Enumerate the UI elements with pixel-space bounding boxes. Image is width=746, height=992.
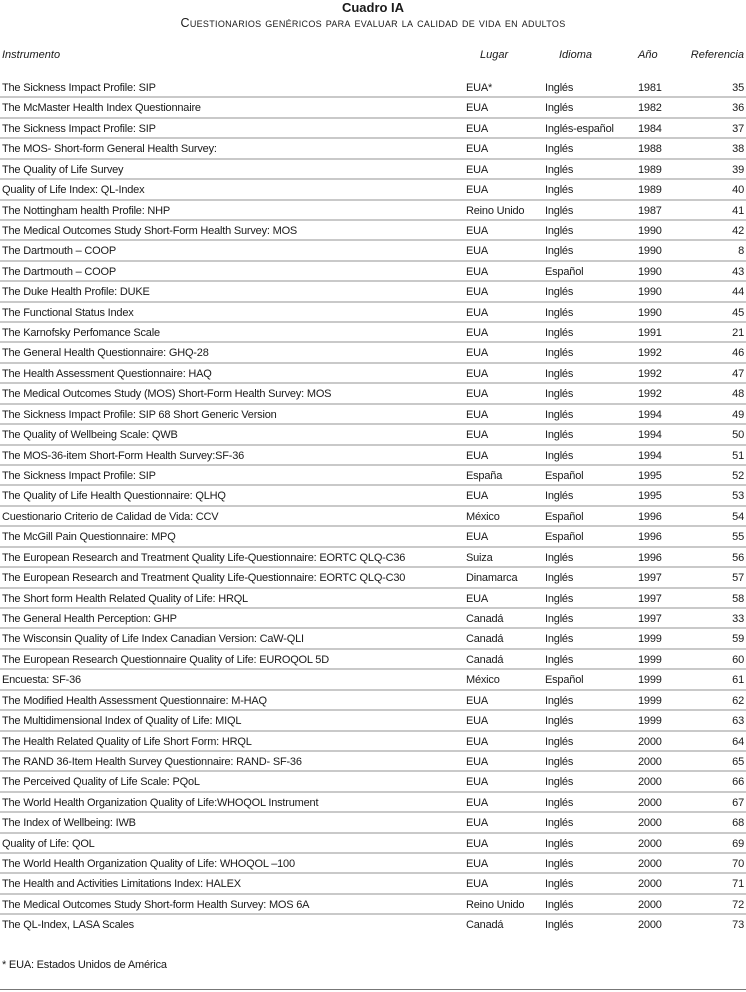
- cell-referencia: 71: [732, 878, 744, 891]
- table-row: [0, 507, 746, 527]
- cell-lugar: EUA: [466, 327, 489, 340]
- table-row: [0, 262, 746, 282]
- table-row: [0, 139, 746, 159]
- cell-referencia: 35: [732, 82, 744, 94]
- cell-referencia: 66: [732, 776, 744, 789]
- table-row: [0, 527, 746, 547]
- cell-anio: 1990: [638, 224, 662, 237]
- cell-idioma: Inglés: [545, 429, 574, 442]
- cell-instrumento: The Sickness Impact Profile: SIP: [2, 470, 156, 483]
- table-row: [0, 589, 746, 609]
- cell-referencia: 36: [732, 102, 744, 115]
- cell-lugar: EUA: [466, 715, 489, 728]
- cell-idioma: Inglés: [545, 715, 574, 728]
- cell-anio: 2000: [638, 776, 662, 789]
- cell-referencia: 61: [732, 674, 744, 687]
- table-row: [0, 711, 746, 731]
- cell-anio: 1996: [638, 551, 662, 564]
- table-row: [0, 650, 746, 670]
- cell-idioma: Español: [545, 265, 584, 278]
- table-row: [0, 834, 746, 854]
- cell-idioma: Inglés: [545, 592, 574, 605]
- cell-idioma: Inglés: [545, 653, 574, 666]
- cell-anio: 1994: [638, 408, 662, 421]
- cell-lugar: EUA: [466, 837, 489, 850]
- cell-referencia: 45: [732, 306, 744, 319]
- cell-anio: 1996: [638, 510, 662, 523]
- cell-referencia: 21: [732, 327, 744, 340]
- cell-instrumento: The Health Assessment Questionnaire: HAQ: [2, 367, 212, 380]
- cell-anio: 1989: [638, 184, 662, 197]
- cell-lugar: EUA: [466, 878, 489, 891]
- cell-instrumento: The QL-Index, LASA Scales: [2, 919, 134, 932]
- cell-referencia: 67: [732, 796, 744, 809]
- cell-idioma: Español: [545, 531, 584, 544]
- cell-anio: 1999: [638, 715, 662, 728]
- cell-instrumento: The Quality of Life Health Questionnaire: QLHQ: [2, 490, 226, 503]
- cell-instrumento: The European Research Questionnaire Quality of Life: EUROQOL 5D: [2, 653, 329, 666]
- cell-lugar: Reino Unido: [466, 898, 525, 911]
- cell-lugar: EUA: [466, 755, 489, 768]
- cell-referencia: 69: [732, 837, 744, 850]
- cell-idioma: Inglés: [545, 551, 574, 564]
- cell-lugar: EUA: [466, 286, 489, 299]
- cell-anio: 1987: [638, 204, 662, 217]
- header-referencia: Referencia: [690, 49, 744, 61]
- cell-referencia: 60: [732, 653, 744, 666]
- cell-idioma: Inglés: [545, 633, 574, 646]
- cell-anio: 2000: [638, 878, 662, 891]
- cell-anio: 1999: [638, 653, 662, 666]
- cell-lugar: EUA: [466, 694, 489, 707]
- cell-anio: 2000: [638, 837, 662, 850]
- cell-instrumento: Quality of Life Index: QL-Index: [2, 184, 145, 197]
- table-row: [0, 466, 746, 486]
- cell-idioma: Inglés: [545, 347, 574, 360]
- cell-instrumento: The McMaster Health Index Questionnaire: [2, 102, 201, 115]
- cell-idioma: Inglés: [545, 898, 574, 911]
- cell-lugar: EUA: [466, 102, 489, 115]
- cell-instrumento: The European Research and Treatment Quality Life-Questionnaire: EORTC QLQ-C30: [2, 572, 406, 585]
- cell-idioma: Español: [545, 470, 584, 483]
- cell-lugar: EUA: [466, 347, 489, 360]
- cell-lugar: EUA: [466, 122, 489, 135]
- cell-instrumento: The European Research and Treatment Quality Life-Questionnaire: EORTC QLQ-C36: [2, 551, 406, 564]
- cell-referencia: 53: [732, 490, 744, 503]
- cell-idioma: Inglés: [545, 837, 574, 850]
- cell-anio: 1990: [638, 306, 662, 319]
- cell-instrumento: The Medical Outcomes Study (MOS) Short-Form Health Survey: MOS: [2, 388, 332, 401]
- cell-idioma: Inglés: [545, 327, 574, 340]
- cell-lugar: Suiza: [466, 551, 493, 564]
- bottom-rule: [0, 989, 746, 990]
- cell-idioma: Inglés: [545, 408, 574, 421]
- cell-anio: 1999: [638, 694, 662, 707]
- table-row: [0, 772, 746, 792]
- cell-idioma: Inglés: [545, 102, 574, 115]
- cell-instrumento: The Health and Activities Limitations Index: HALEX: [2, 878, 241, 891]
- cell-instrumento: The Sickness Impact Profile: SIP: [2, 122, 156, 135]
- cell-idioma: Inglés: [545, 694, 574, 707]
- cell-idioma: Inglés: [545, 306, 574, 319]
- cell-instrumento: The Sickness Impact Profile: SIP 68 Short Generic Version: [2, 408, 277, 421]
- cell-referencia: 47: [732, 367, 744, 380]
- cell-referencia: 41: [732, 204, 744, 217]
- cell-anio: 1997: [638, 592, 662, 605]
- cell-lugar: EUA: [466, 449, 489, 462]
- footnote: * EUA: Estados Unidos de América: [2, 959, 167, 971]
- cell-instrumento: The Medical Outcomes Study Short-form Health Survey: MOS 6A: [2, 898, 310, 911]
- cell-anio: 1997: [638, 612, 662, 625]
- cell-anio: 1991: [638, 327, 662, 340]
- table-row: [0, 405, 746, 425]
- cell-lugar: Reino Unido: [466, 204, 525, 217]
- cell-idioma: Inglés: [545, 204, 574, 217]
- cell-instrumento: The World Health Organization Quality of Life:WHOQOL Instrument: [2, 796, 319, 809]
- table-row: [0, 895, 746, 915]
- cell-lugar: Canadá: [466, 633, 504, 646]
- cell-lugar: EUA: [466, 776, 489, 789]
- cell-idioma: Inglés: [545, 224, 574, 237]
- cell-lugar: España: [466, 470, 503, 483]
- table-row: [0, 241, 746, 261]
- cell-instrumento: The Modified Health Assessment Questionnaire: M-HAQ: [2, 694, 267, 707]
- cell-referencia: 51: [732, 449, 744, 462]
- table-row: [0, 732, 746, 752]
- table-row: [0, 609, 746, 629]
- cell-idioma: Inglés: [545, 286, 574, 299]
- table-row: [0, 793, 746, 813]
- cell-referencia: 50: [732, 429, 744, 442]
- cell-instrumento: The Multidimensional Index of Quality of Life: MIQL: [2, 715, 242, 728]
- cell-referencia: 73: [732, 919, 744, 932]
- cell-lugar: EUA: [466, 265, 489, 278]
- cell-lugar: EUA: [466, 796, 489, 809]
- cell-instrumento: The Short form Health Related Quality of Life: HRQL: [2, 592, 248, 605]
- cell-lugar: Canadá: [466, 653, 504, 666]
- cell-lugar: EUA: [466, 531, 489, 544]
- header-idioma: Idioma: [559, 49, 593, 61]
- cell-referencia: 57: [732, 572, 744, 585]
- cell-anio: 1996: [638, 531, 662, 544]
- cell-referencia: 44: [732, 286, 744, 299]
- cell-referencia: 8: [738, 245, 744, 258]
- cell-anio: 1995: [638, 490, 662, 503]
- table-row: [0, 813, 746, 833]
- table-row: [0, 221, 746, 241]
- cell-lugar: EUA: [466, 184, 489, 197]
- cell-anio: 1990: [638, 286, 662, 299]
- cell-idioma: Inglés: [545, 776, 574, 789]
- cell-referencia: 72: [732, 898, 744, 911]
- cell-idioma: Inglés: [545, 245, 574, 258]
- cell-instrumento: The MOS- Short-form General Health Survey:: [2, 143, 217, 156]
- cell-instrumento: Quality of Life: QOL: [2, 837, 95, 850]
- table-row: [0, 303, 746, 323]
- cell-anio: 1984: [638, 122, 662, 135]
- cell-idioma: Inglés: [545, 184, 574, 197]
- cell-idioma: Inglés: [545, 612, 574, 625]
- cell-idioma: Inglés-español: [545, 122, 614, 135]
- table-row: [0, 670, 746, 690]
- table-row: [0, 874, 746, 894]
- cell-instrumento: The Duke Health Profile: DUKE: [2, 286, 150, 299]
- cell-instrumento: The Health Related Quality of Life Short Form: HRQL: [2, 735, 252, 748]
- table-subtitle: Cuestionarios genéricos para evaluar la calidad de vida en adultos: [180, 16, 566, 30]
- table-row: [0, 364, 746, 384]
- cell-anio: 1994: [638, 449, 662, 462]
- table-row: [0, 854, 746, 874]
- header-anio: Año: [638, 49, 658, 61]
- cell-referencia: 54: [732, 510, 744, 523]
- cell-instrumento: The World Health Organization Quality of Life: WHOQOL –100: [2, 858, 295, 871]
- cell-anio: 1990: [638, 245, 662, 258]
- cell-instrumento: The Wisconsin Quality of Life Index Canadian Version: CaW-QLI: [2, 633, 304, 646]
- table-row: [0, 384, 746, 404]
- cell-anio: 1999: [638, 674, 662, 687]
- cell-referencia: 70: [732, 858, 744, 871]
- cell-lugar: EUA: [466, 592, 489, 605]
- cell-anio: 1992: [638, 347, 662, 360]
- header-lugar: Lugar: [480, 49, 509, 61]
- cell-idioma: Inglés: [545, 796, 574, 809]
- table-row: [0, 323, 746, 343]
- table-row: [0, 752, 746, 772]
- table-body: [0, 78, 746, 936]
- cell-instrumento: The Karnofsky Perfomance Scale: [2, 327, 160, 340]
- cell-instrumento: The Quality of Life Survey: [2, 163, 124, 176]
- cell-lugar: EUA: [466, 408, 489, 421]
- cell-instrumento: The Index of Wellbeing: IWB: [2, 817, 136, 830]
- table-title: Cuadro IA: [341, 0, 405, 15]
- cell-anio: 2000: [638, 858, 662, 871]
- cell-idioma: Inglés: [545, 735, 574, 748]
- cell-anio: 1994: [638, 429, 662, 442]
- cell-lugar: EUA: [466, 858, 489, 871]
- cell-idioma: Español: [545, 510, 584, 523]
- cell-anio: 1997: [638, 572, 662, 585]
- cell-anio: 2000: [638, 919, 662, 932]
- cell-idioma: Inglés: [545, 755, 574, 768]
- table-row: [0, 282, 746, 302]
- cell-idioma: Inglés: [545, 817, 574, 830]
- cell-referencia: 59: [732, 633, 744, 646]
- cell-lugar: EUA: [466, 429, 489, 442]
- table-row: [0, 629, 746, 649]
- cell-instrumento: The MOS-36-item Short-Form Health Survey:SF-36: [2, 449, 245, 462]
- cell-instrumento: The RAND 36-Item Health Survey Questionnaire: RAND- SF-36: [2, 755, 302, 768]
- cell-referencia: 38: [732, 143, 744, 156]
- cell-lugar: Canadá: [466, 919, 504, 932]
- cell-lugar: EUA: [466, 163, 489, 176]
- cell-anio: 1992: [638, 367, 662, 380]
- cell-lugar: México: [466, 510, 500, 523]
- cell-instrumento: Cuestionario Criterio de Calidad de Vida: CCV: [2, 510, 219, 523]
- cell-referencia: 39: [732, 163, 744, 176]
- cell-instrumento: The Dartmouth – COOP: [2, 265, 116, 278]
- cell-instrumento: The Quality of Wellbeing Scale: QWB: [2, 429, 178, 442]
- cell-idioma: Inglés: [545, 490, 574, 503]
- cell-referencia: 62: [732, 694, 744, 707]
- table-row: [0, 119, 746, 139]
- table-row: [0, 160, 746, 180]
- cell-anio: 2000: [638, 817, 662, 830]
- cell-lugar: EUA: [466, 735, 489, 748]
- table-row: [0, 201, 746, 221]
- cell-anio: 2000: [638, 898, 662, 911]
- table-row: [0, 691, 746, 711]
- cell-referencia: 46: [732, 347, 744, 360]
- table-row: [0, 548, 746, 568]
- cell-lugar: EUA: [466, 306, 489, 319]
- cell-referencia: 37: [732, 122, 744, 135]
- table-row: [0, 343, 746, 363]
- table-row: [0, 180, 746, 200]
- cell-referencia: 55: [732, 531, 744, 544]
- cell-anio: 1982: [638, 102, 662, 115]
- cell-anio: 1990: [638, 265, 662, 278]
- table-row: [0, 915, 746, 935]
- cell-instrumento: The General Health Perception: GHP: [2, 612, 177, 625]
- cell-instrumento: The Nottingham health Profile: NHP: [2, 204, 171, 217]
- cell-referencia: 42: [732, 224, 744, 237]
- cell-lugar: EUA: [466, 388, 489, 401]
- cell-instrumento: The Dartmouth – COOP: [2, 245, 116, 258]
- cell-lugar: EUA*: [466, 82, 493, 94]
- cell-referencia: 52: [732, 470, 744, 483]
- cell-referencia: 63: [732, 715, 744, 728]
- cell-referencia: 33: [732, 612, 744, 625]
- cell-anio: 1999: [638, 633, 662, 646]
- cell-instrumento: The Medical Outcomes Study Short-Form Health Survey: MOS: [2, 224, 298, 237]
- cell-idioma: Inglés: [545, 143, 574, 156]
- cell-anio: 1992: [638, 388, 662, 401]
- cell-lugar: Dinamarca: [466, 572, 518, 585]
- cell-anio: 1988: [638, 143, 662, 156]
- cell-lugar: Canadá: [466, 612, 504, 625]
- cell-instrumento: The Functional Status Index: [2, 306, 134, 319]
- cell-instrumento: The McGill Pain Questionnaire: MPQ: [2, 531, 176, 544]
- table-row: [0, 78, 746, 98]
- header-instrumento: Instrumento: [2, 49, 61, 61]
- cell-lugar: México: [466, 674, 500, 687]
- cell-lugar: EUA: [466, 245, 489, 258]
- cell-referencia: 49: [732, 408, 744, 421]
- cell-referencia: 64: [732, 735, 744, 748]
- cell-idioma: Inglés: [545, 858, 574, 871]
- cell-instrumento: The Perceived Quality of Life Scale: PQoL: [2, 776, 200, 789]
- cell-anio: 2000: [638, 735, 662, 748]
- cell-idioma: Inglés: [545, 449, 574, 462]
- cell-idioma: Inglés: [545, 82, 574, 94]
- table-row: [0, 425, 746, 445]
- cell-anio: 2000: [638, 796, 662, 809]
- cell-lugar: EUA: [466, 490, 489, 503]
- cell-referencia: 43: [732, 265, 744, 278]
- cell-referencia: 40: [732, 184, 744, 197]
- cell-lugar: EUA: [466, 367, 489, 380]
- table-row: [0, 98, 746, 118]
- cell-anio: 1989: [638, 163, 662, 176]
- cell-lugar: EUA: [466, 143, 489, 156]
- cell-referencia: 56: [732, 551, 744, 564]
- cell-idioma: Inglés: [545, 388, 574, 401]
- cell-idioma: Inglés: [545, 878, 574, 891]
- cell-idioma: Inglés: [545, 163, 574, 176]
- cell-instrumento: Encuesta: SF-36: [2, 674, 81, 687]
- cell-instrumento: The General Health Questionnaire: GHQ-28: [2, 347, 209, 360]
- cell-idioma: Español: [545, 674, 584, 687]
- table-row: [0, 486, 746, 506]
- cell-referencia: 68: [732, 817, 744, 830]
- table-row: [0, 446, 746, 466]
- cell-referencia: 48: [732, 388, 744, 401]
- cell-referencia: 58: [732, 592, 744, 605]
- cell-anio: 1995: [638, 470, 662, 483]
- cell-idioma: Inglés: [545, 919, 574, 932]
- cell-idioma: Inglés: [545, 572, 574, 585]
- cell-idioma: Inglés: [545, 367, 574, 380]
- cell-instrumento: The Sickness Impact Profile: SIP: [2, 82, 156, 94]
- cell-referencia: 65: [732, 755, 744, 768]
- table-row: [0, 568, 746, 588]
- cell-lugar: EUA: [466, 817, 489, 830]
- cell-anio: 2000: [638, 755, 662, 768]
- cell-lugar: EUA: [466, 224, 489, 237]
- cell-anio: 1981: [638, 82, 662, 94]
